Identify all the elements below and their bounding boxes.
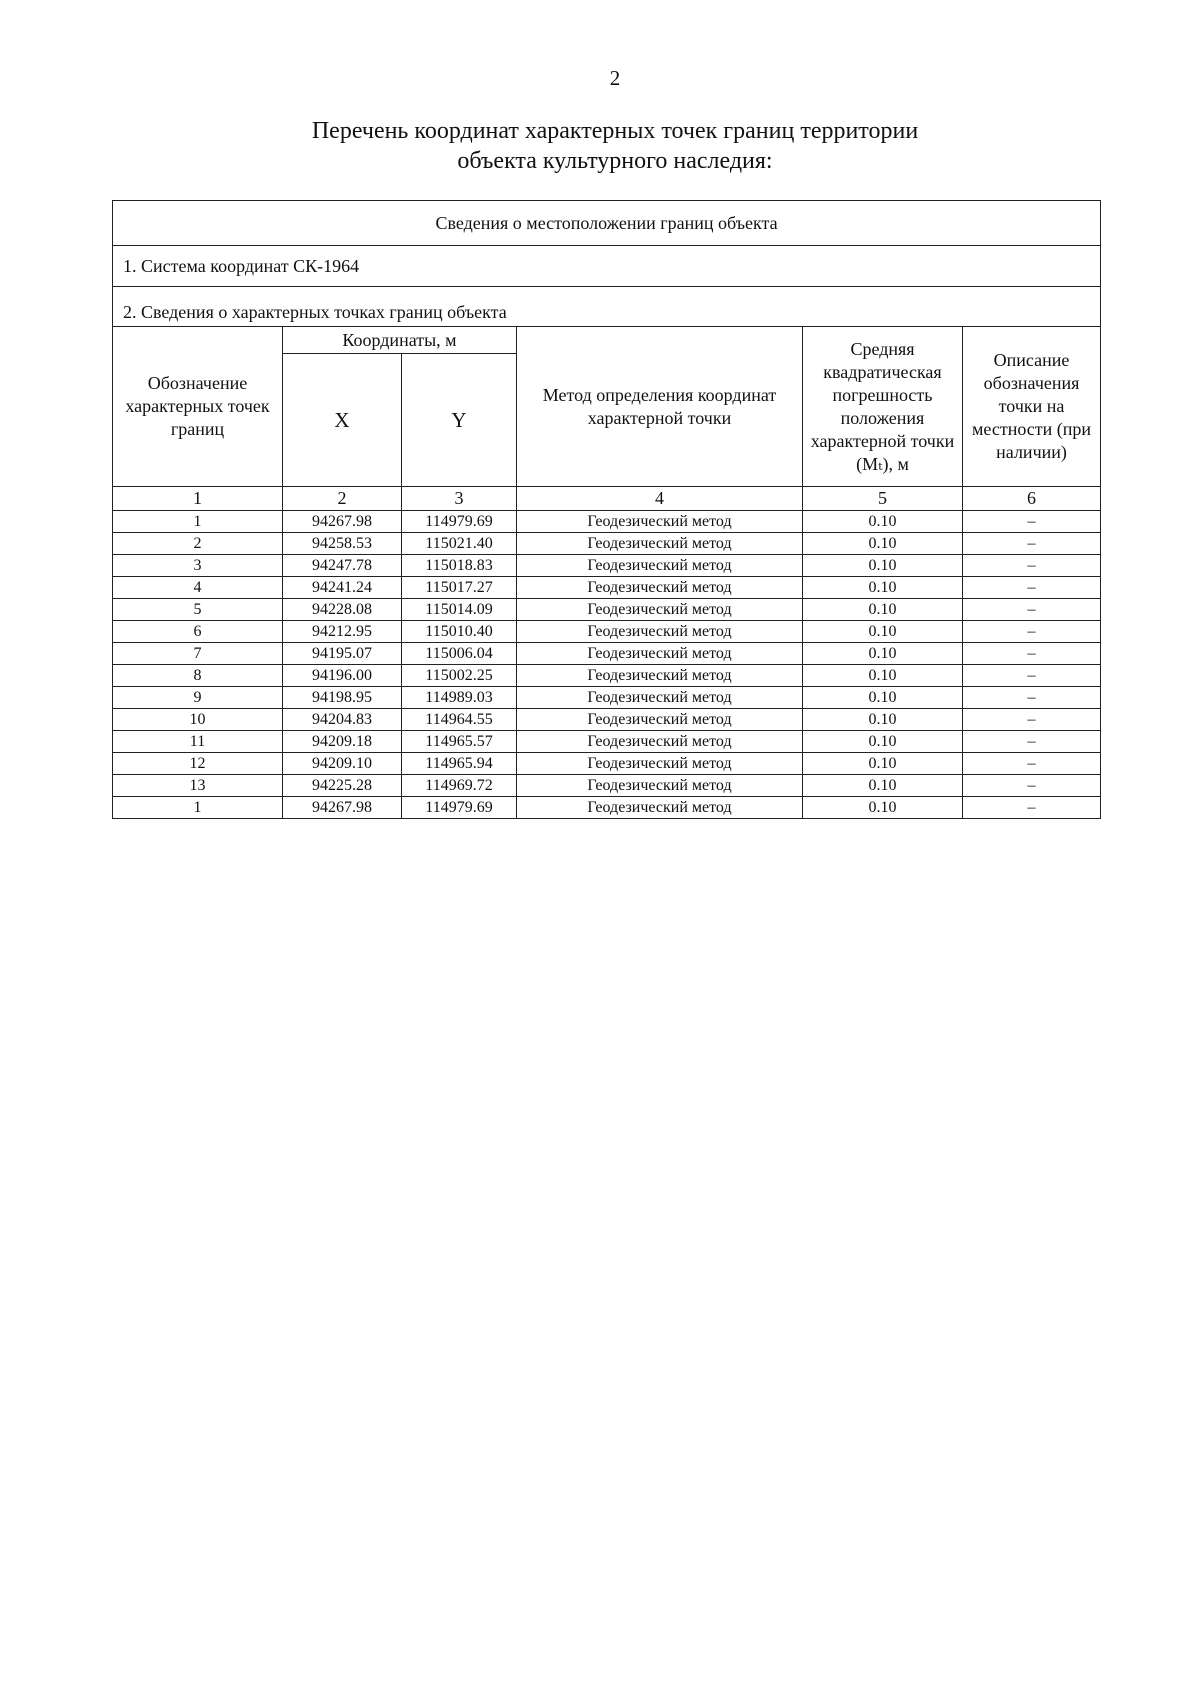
header-method: Метод определения координат характерной точки bbox=[517, 327, 803, 487]
header-y: Y bbox=[402, 354, 517, 487]
method-cell: Геодезический метод bbox=[517, 709, 803, 731]
error-cell: 0.10 bbox=[803, 555, 963, 577]
x-cell: 94198.95 bbox=[283, 687, 402, 709]
column-number: 5 bbox=[803, 487, 963, 511]
point-cell: 1 bbox=[113, 511, 283, 533]
table-row bbox=[113, 533, 1101, 555]
x-cell: 94258.53 bbox=[283, 533, 402, 555]
document-title bbox=[0, 116, 1200, 176]
error-cell: 0.10 bbox=[803, 709, 963, 731]
description-cell: – bbox=[963, 577, 1101, 599]
table-row bbox=[113, 555, 1101, 577]
section-header: Сведения о местоположении границ объекта bbox=[113, 201, 1101, 246]
error-cell: 0.10 bbox=[803, 797, 963, 819]
column-number: 6 bbox=[963, 487, 1101, 511]
y-cell: 115002.25 bbox=[402, 665, 517, 687]
description-cell: – bbox=[963, 753, 1101, 775]
description-cell: – bbox=[963, 731, 1101, 753]
y-cell: 114979.69 bbox=[402, 797, 517, 819]
header-error: Средняя квадратическая погрешность положения характерной точки (Mₜ), м bbox=[803, 327, 963, 487]
header-designation: Обозначение характерных точек границ bbox=[113, 327, 283, 487]
x-cell: 94204.83 bbox=[283, 709, 402, 731]
error-cell: 0.10 bbox=[803, 533, 963, 555]
title-line-1: Перечень координат характерных точек границ территории bbox=[311, 118, 919, 144]
x-cell: 94209.10 bbox=[283, 753, 402, 775]
x-cell: 94228.08 bbox=[283, 599, 402, 621]
x-cell: 94225.28 bbox=[283, 775, 402, 797]
table-row bbox=[113, 775, 1101, 797]
description-cell: – bbox=[963, 687, 1101, 709]
table-row bbox=[113, 599, 1101, 621]
method-cell: Геодезический метод bbox=[517, 621, 803, 643]
error-cell: 0.10 bbox=[803, 731, 963, 753]
point-cell: 7 bbox=[113, 643, 283, 665]
table-row bbox=[113, 511, 1101, 533]
x-cell: 94241.24 bbox=[283, 577, 402, 599]
method-cell: Геодезический метод bbox=[517, 555, 803, 577]
x-cell: 94267.98 bbox=[283, 797, 402, 819]
method-cell: Геодезический метод bbox=[517, 643, 803, 665]
column-number: 4 bbox=[517, 487, 803, 511]
y-cell: 115017.27 bbox=[402, 577, 517, 599]
table-row bbox=[113, 687, 1101, 709]
x-cell: 94212.95 bbox=[283, 621, 402, 643]
table-row bbox=[113, 643, 1101, 665]
description-cell: – bbox=[963, 797, 1101, 819]
x-cell: 94247.78 bbox=[283, 555, 402, 577]
description-cell: – bbox=[963, 665, 1101, 687]
header-coordinates: Координаты, м bbox=[283, 327, 517, 354]
y-cell: 114989.03 bbox=[402, 687, 517, 709]
coordinate-system: 1. Система координат СК-1964 bbox=[113, 246, 1101, 287]
method-cell: Геодезический метод bbox=[517, 753, 803, 775]
description-cell: – bbox=[963, 533, 1101, 555]
point-cell: 11 bbox=[113, 731, 283, 753]
y-cell: 115010.40 bbox=[402, 621, 517, 643]
y-cell: 115006.04 bbox=[402, 643, 517, 665]
x-cell: 94195.07 bbox=[283, 643, 402, 665]
column-numbers-row bbox=[113, 487, 1101, 511]
point-cell: 6 bbox=[113, 621, 283, 643]
header-x: X bbox=[283, 354, 402, 487]
description-cell: – bbox=[963, 599, 1101, 621]
description-cell: – bbox=[963, 643, 1101, 665]
point-cell: 9 bbox=[113, 687, 283, 709]
error-cell: 0.10 bbox=[803, 687, 963, 709]
description-cell: – bbox=[963, 511, 1101, 533]
error-cell: 0.10 bbox=[803, 511, 963, 533]
method-cell: Геодезический метод bbox=[517, 775, 803, 797]
method-cell: Геодезический метод bbox=[517, 599, 803, 621]
table-row bbox=[113, 621, 1101, 643]
error-cell: 0.10 bbox=[803, 665, 963, 687]
y-cell: 115018.83 bbox=[402, 555, 517, 577]
column-number: 1 bbox=[113, 487, 283, 511]
y-cell: 114964.55 bbox=[402, 709, 517, 731]
description-cell: – bbox=[963, 709, 1101, 731]
point-cell: 10 bbox=[113, 709, 283, 731]
description-cell: – bbox=[963, 775, 1101, 797]
header-description: Описание обозначения точки на местности (при наличии) bbox=[963, 327, 1101, 487]
error-cell: 0.10 bbox=[803, 753, 963, 775]
table-row bbox=[113, 577, 1101, 599]
y-cell: 114979.69 bbox=[402, 511, 517, 533]
coordinates-table bbox=[112, 200, 1101, 819]
x-cell: 94196.00 bbox=[283, 665, 402, 687]
error-cell: 0.10 bbox=[803, 621, 963, 643]
x-cell: 94209.18 bbox=[283, 731, 402, 753]
points-section-title: 2. Сведения о характерных точках границ объекта bbox=[113, 287, 1101, 327]
method-cell: Геодезический метод bbox=[517, 533, 803, 555]
y-cell: 114965.94 bbox=[402, 753, 517, 775]
point-cell: 3 bbox=[113, 555, 283, 577]
point-cell: 4 bbox=[113, 577, 283, 599]
method-cell: Геодезический метод bbox=[517, 665, 803, 687]
y-cell: 114965.57 bbox=[402, 731, 517, 753]
error-cell: 0.10 bbox=[803, 643, 963, 665]
error-cell: 0.10 bbox=[803, 775, 963, 797]
table-row bbox=[113, 665, 1101, 687]
method-cell: Геодезический метод bbox=[517, 687, 803, 709]
page-number: 2 bbox=[609, 66, 621, 90]
x-cell: 94267.98 bbox=[283, 511, 402, 533]
table-row bbox=[113, 709, 1101, 731]
column-number: 2 bbox=[283, 487, 402, 511]
point-cell: 8 bbox=[113, 665, 283, 687]
point-cell: 12 bbox=[113, 753, 283, 775]
method-cell: Геодезический метод bbox=[517, 511, 803, 533]
table-row bbox=[113, 731, 1101, 753]
error-cell: 0.10 bbox=[803, 577, 963, 599]
point-cell: 5 bbox=[113, 599, 283, 621]
title-line-2: объекта культурного наследия: bbox=[457, 148, 773, 174]
method-cell: Геодезический метод bbox=[517, 731, 803, 753]
table-row bbox=[113, 753, 1101, 775]
point-cell: 2 bbox=[113, 533, 283, 555]
y-cell: 115021.40 bbox=[402, 533, 517, 555]
point-cell: 13 bbox=[113, 775, 283, 797]
y-cell: 114969.72 bbox=[402, 775, 517, 797]
method-cell: Геодезический метод bbox=[517, 797, 803, 819]
error-cell: 0.10 bbox=[803, 599, 963, 621]
description-cell: – bbox=[963, 621, 1101, 643]
table-row bbox=[113, 797, 1101, 819]
y-cell: 115014.09 bbox=[402, 599, 517, 621]
point-cell: 1 bbox=[113, 797, 283, 819]
description-cell: – bbox=[963, 555, 1101, 577]
method-cell: Геодезический метод bbox=[517, 577, 803, 599]
column-number: 3 bbox=[402, 487, 517, 511]
